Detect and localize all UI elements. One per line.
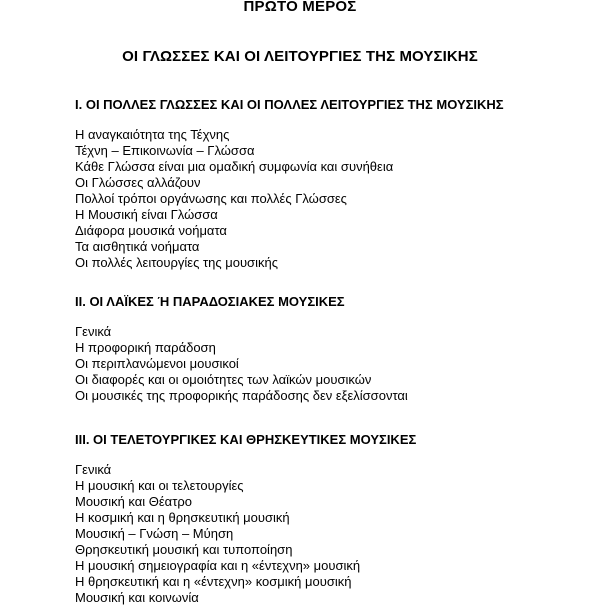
list-item: Οι περιπλανώμενοι μουσικοί (75, 356, 239, 371)
list-item: Οι μουσικές της προφορικής παράδοσης δεν εξελίσσονται (75, 388, 408, 403)
list-item: Τα αισθητικά νοήματα (75, 239, 200, 254)
list-item: Οι πολλές λειτουργίες της μουσικής (75, 255, 278, 270)
list-item: Γενικά (75, 462, 112, 477)
list-item: Η μουσική και οι τελετουργίες (75, 478, 244, 493)
section-item-list (75, 324, 585, 404)
section-heading: ΙΙ. ΟΙ ΛΑΪΚΕΣ Ή ΠΑΡΑΔΟΣΙΑΚΕΣ ΜΟΥΣΙΚΕΣ (75, 294, 345, 309)
list-item: Μουσική – Γνώση – Μύηση (75, 526, 234, 541)
list-item: Θρησκευτική μουσική και τυποποίηση (75, 542, 293, 557)
list-item: Η κοσμική και η θρησκευτική μουσική (75, 510, 290, 525)
main-title: ΟΙ ΓΛΩΣΣΕΣ ΚΑΙ ΟΙ ΛΕΙΤΟΥΡΓΙΕΣ ΤΗΣ ΜΟΥΣΙΚΗΣ (122, 48, 478, 65)
list-item: Η αναγκαιότητα της Τέχνης (75, 127, 230, 142)
list-item: Πολλοί τρόποι οργάνωσης και πολλές Γλώσσες (75, 191, 347, 206)
list-item: Γενικά (75, 324, 112, 339)
section-heading: Ι. ΟΙ ΠΟΛΛΕΣ ΓΛΩΣΣΕΣ ΚΑΙ ΟΙ ΠΟΛΛΕΣ ΛΕΙΤΟΥΡΓΙΕΣ ΤΗΣ ΜΟΥΣΙΚΗΣ (75, 97, 504, 112)
section-item-list (75, 462, 585, 606)
part-title: ΠΡΩΤΟ ΜΕΡΟΣ (243, 0, 357, 15)
section-2 (75, 294, 585, 404)
list-item: Τέχνη – Επικοινωνία – Γλώσσα (75, 143, 255, 158)
list-item: Η θρησκευτική και η «έντεχνη» κοσμική μουσική (75, 574, 352, 589)
list-item: Μουσική και κοινωνία (75, 590, 199, 605)
list-item: Οι Γλώσσες αλλάζουν (75, 175, 201, 190)
section-1 (75, 97, 585, 271)
list-item: Διάφορα μουσικά νοήματα (75, 223, 227, 238)
list-item: Η μουσική σημειογραφία και η «έντεχνη» μουσική (75, 558, 361, 573)
list-item: Οι διαφορές και οι ομοιότητες των λαϊκών μουσικών (75, 372, 372, 387)
section-heading: ΙΙΙ. ΟΙ ΤΕΛΕΤΟΥΡΓΙΚΕΣ ΚΑΙ ΘΡΗΣΚΕΥΤΙΚΕΣ ΜΟΥΣΙΚΕΣ (75, 432, 417, 447)
section-3 (75, 432, 585, 606)
section-item-list (75, 127, 585, 271)
list-item: Μουσική και Θέατρο (75, 494, 192, 509)
list-item: Η προφορική παράδοση (75, 340, 216, 355)
list-item: Η Μουσική είναι Γλώσσα (75, 207, 218, 222)
list-item: Κάθε Γλώσσα είναι μια ομαδική συμφωνία και συνήθεια (75, 159, 394, 174)
